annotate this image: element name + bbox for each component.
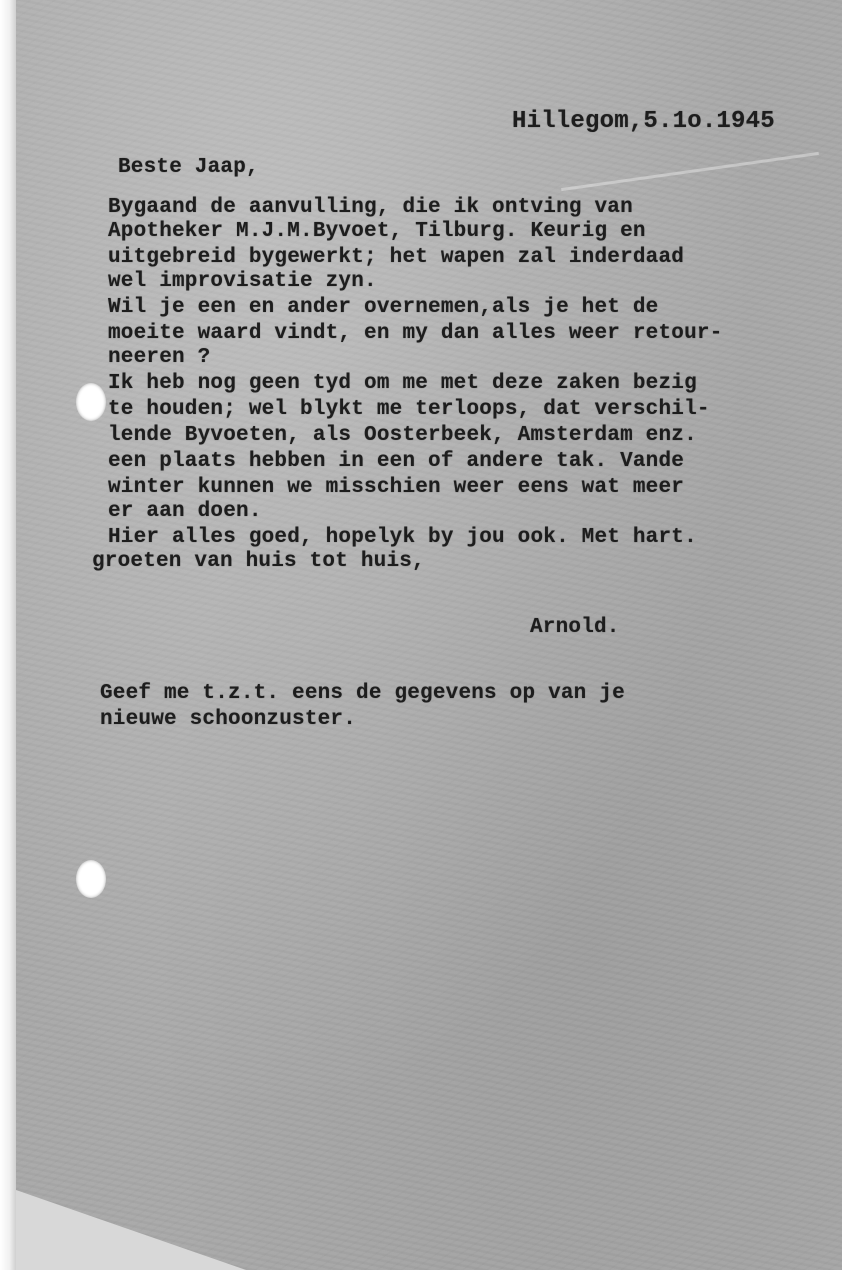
body-line: Wil je een en ander overnemen,als je het de [108, 296, 659, 319]
body-line: Bygaand de aanvulling, die ik ontving van [108, 196, 633, 219]
body-line: wel improvisatie zyn. [108, 270, 377, 293]
body-line: groeten van huis tot huis, [92, 550, 425, 573]
folded-corner [16, 1190, 246, 1270]
punch-hole-icon [76, 383, 106, 421]
paper-sheet [16, 0, 842, 1270]
body-line: lende Byvoeten, als Oosterbeek, Amsterdam enz. [108, 424, 697, 447]
body-line: moeite waard vindt, en my dan alles weer retour- [108, 322, 723, 345]
body-line: een plaats hebben in een of andere tak. Vande [108, 450, 685, 473]
body-line: te houden; wel blykt me terloops, dat verschil- [108, 398, 710, 421]
body-line: winter kunnen we misschien weer eens wat meer [108, 476, 685, 499]
letter-salutation: Beste Jaap, [118, 156, 259, 179]
page-left-edge [0, 0, 16, 1270]
body-line: uitgebreid bygewerkt; het wapen zal inderdaad [108, 246, 685, 269]
body-line: Ik heb nog geen tyd om me met deze zaken bezig [108, 372, 697, 395]
punch-hole-icon [76, 860, 106, 898]
body-line: neeren ? [108, 346, 211, 369]
letter-signature: Arnold. [530, 616, 620, 639]
postscript-line: nieuwe schoonzuster. [100, 708, 357, 731]
body-line: Hier alles goed, hopelyk by jou ook. Met hart. [108, 526, 697, 549]
body-line: Apotheker M.J.M.Byvoet, Tilburg. Keurig en [108, 220, 646, 243]
letter-date: Hillegom,5.1o.1945 [512, 108, 775, 135]
postscript-line: Geef me t.z.t. eens de gegevens op van je [100, 682, 625, 705]
body-line: er aan doen. [108, 500, 262, 523]
